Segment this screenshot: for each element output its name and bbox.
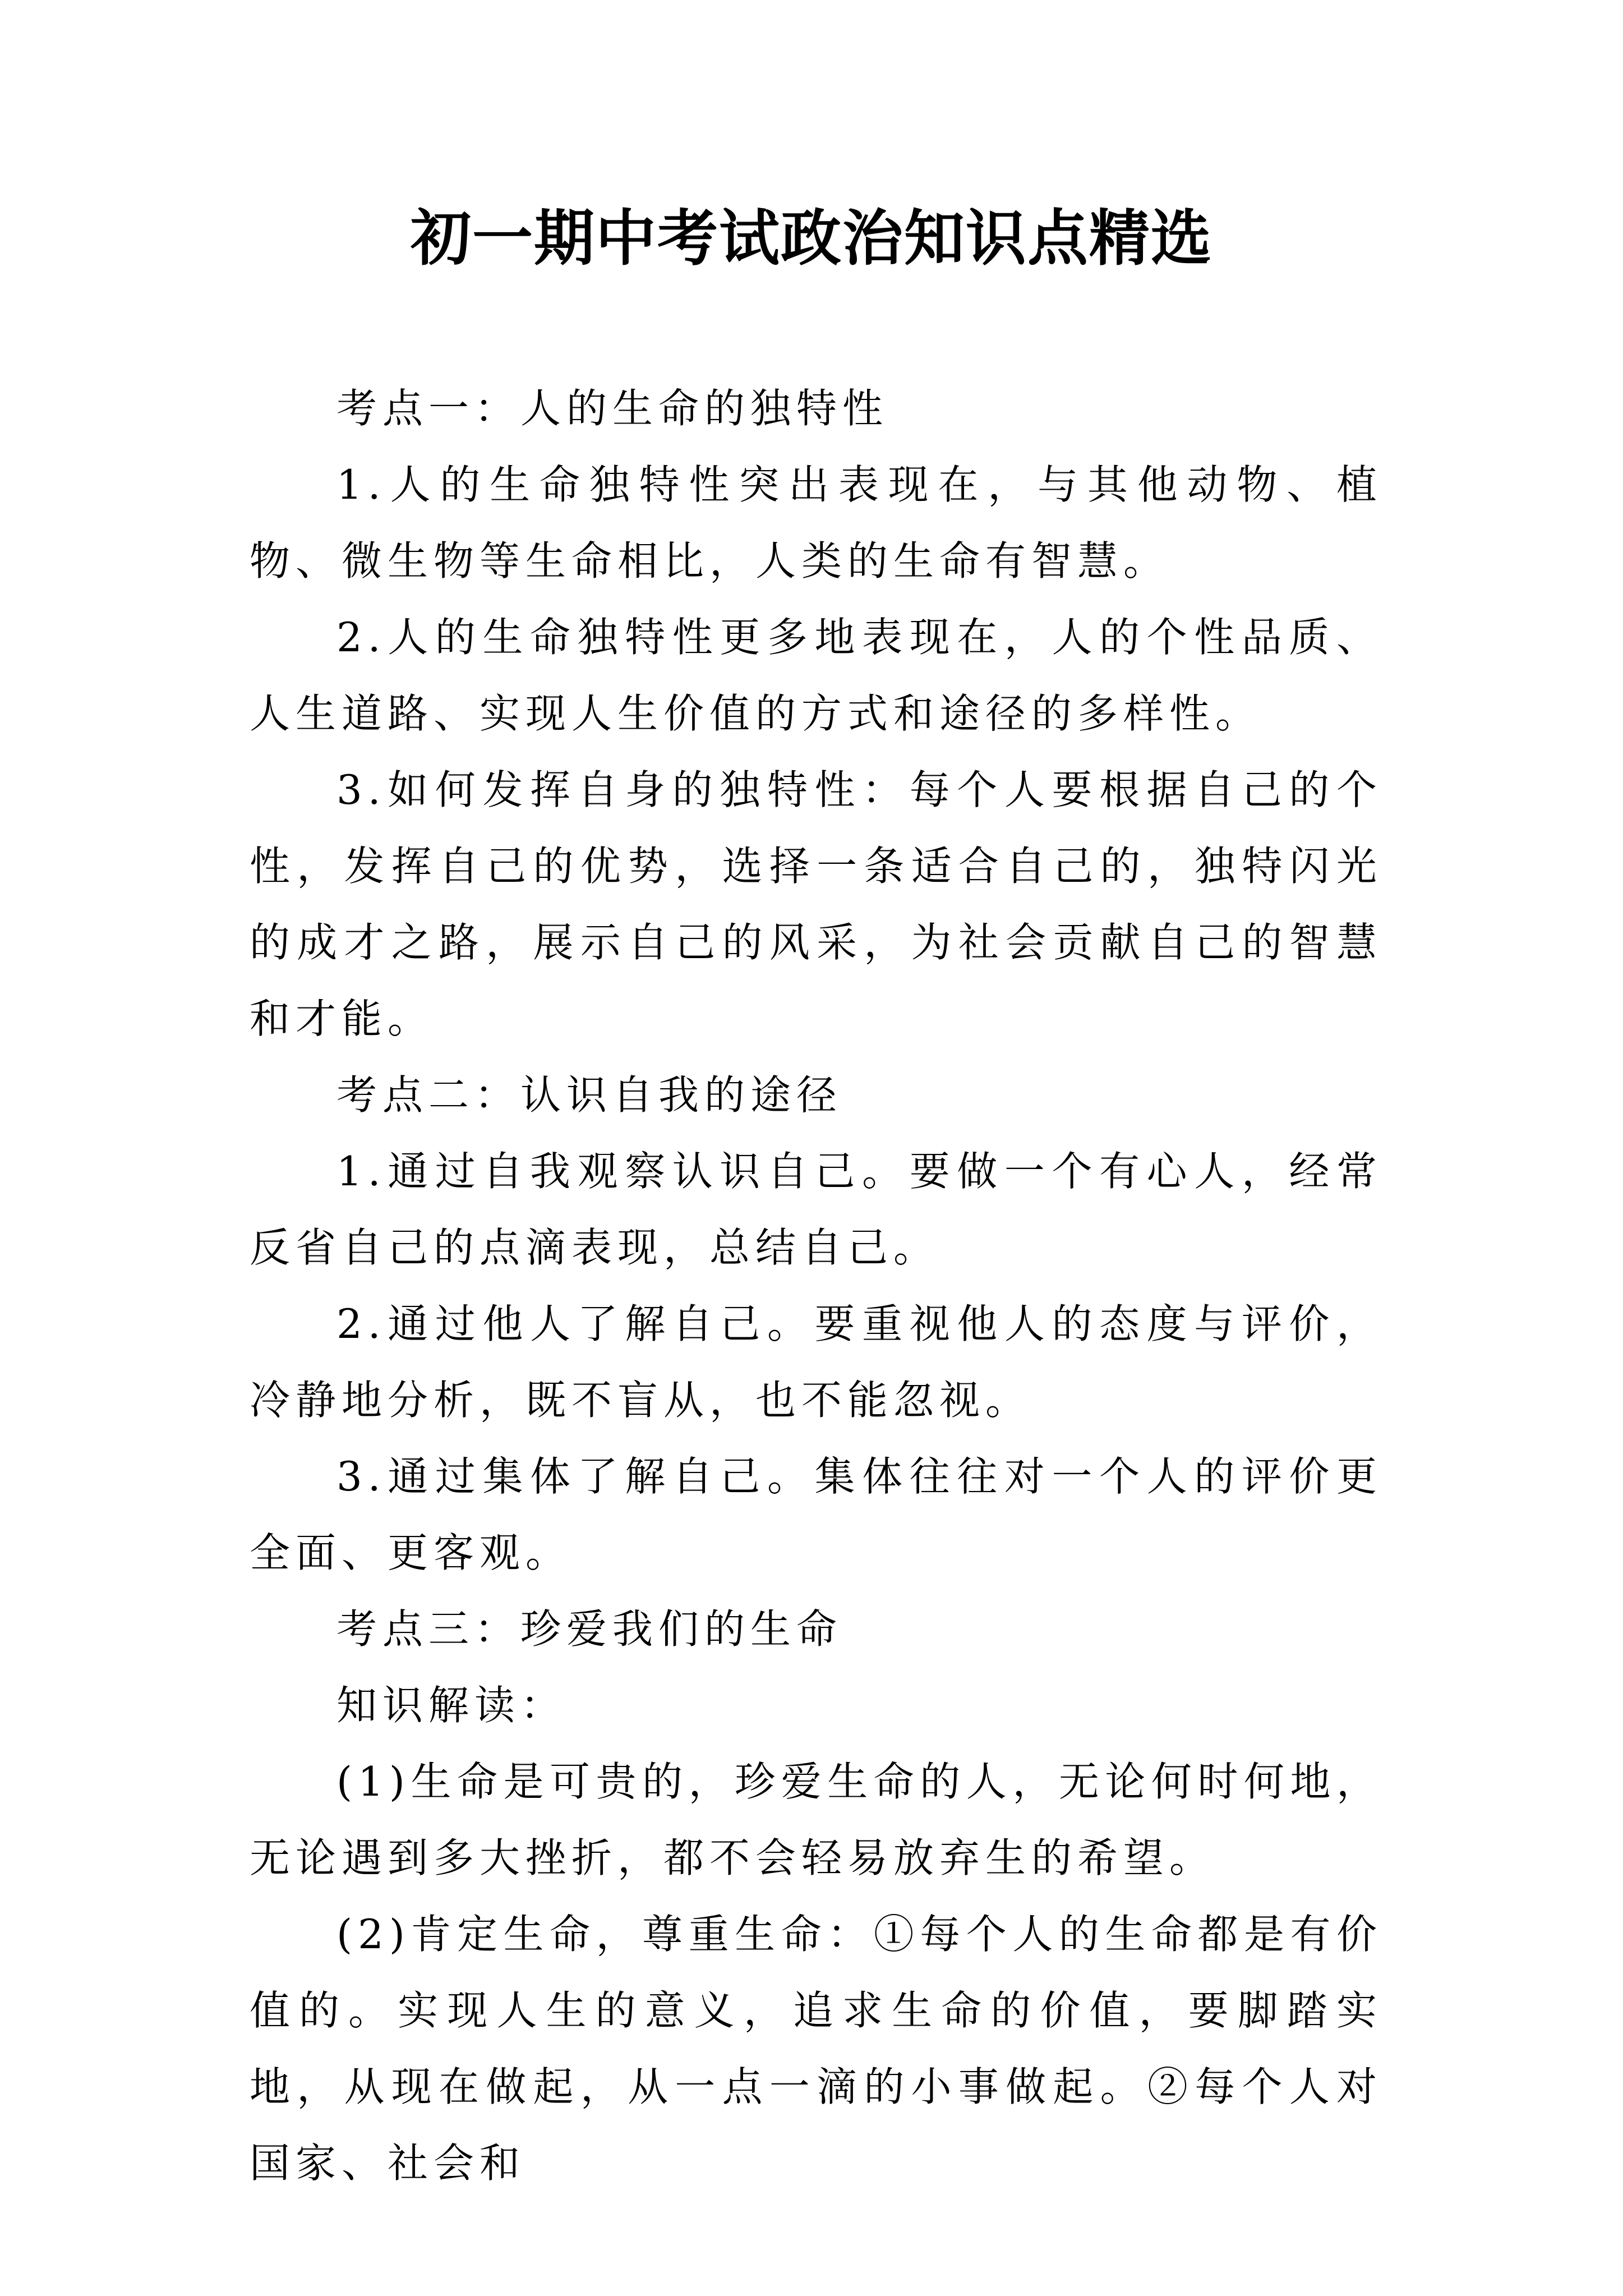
paragraph: 2.人的生命独特性更多地表现在，人的个性品质、人生道路、实现人生价值的方式和途径的多样性。 — [250, 614, 1382, 737]
paragraph: 1.通过自我观察认识自己。要做一个有心人，经常反省自己的点滴表现，总结自己。 — [250, 1148, 1382, 1271]
paragraph: 1.人的生命独特性突出表现在，与其他动物、植物、微生物等生命相比，人类的生命有智慧。 — [250, 461, 1382, 585]
heading-point-one: 考点一：人的生命的独特性 — [336, 385, 889, 432]
paragraph: (2)肯定生命，尊重生命：①每个人的生命都是有价值的。实现人生的意义，追求生命的价值，要脚踏实地，从现在做起，从一点一滴的小事做起。②每个人对国家、社会和 — [250, 1911, 1382, 2187]
paragraph: (1)生命是可贵的，珍爱生命的人，无论何时何地，无论遇到多大挫折，都不会轻易放弃生的希望。 — [250, 1758, 1382, 1881]
document-title: 初一期中考试政治知识点精选 — [410, 203, 1212, 274]
subheading-knowledge: 知识解读： — [336, 1682, 567, 1729]
heading-point-two: 考点二：认识自我的途径 — [336, 1071, 843, 1119]
heading-point-three: 考点三：珍爱我们的生命 — [336, 1605, 843, 1653]
paragraph: 2.通过他人了解自己。要重视他人的态度与评价，冷静地分析，既不盲从，也不能忽视。 — [250, 1300, 1382, 1424]
paragraph: 3.通过集体了解自己。集体往往对一个人的评价更全面、更客观。 — [250, 1453, 1382, 1576]
paragraph: 3.如何发挥自身的独特性：每个人要根据自己的个性，发挥自己的优势，选择一条适合自己的，独特闪光的成才之路，展示自己的风采，为社会贡献自己的智慧和才能。 — [250, 766, 1382, 1042]
document-body — [250, 370, 1382, 2201]
